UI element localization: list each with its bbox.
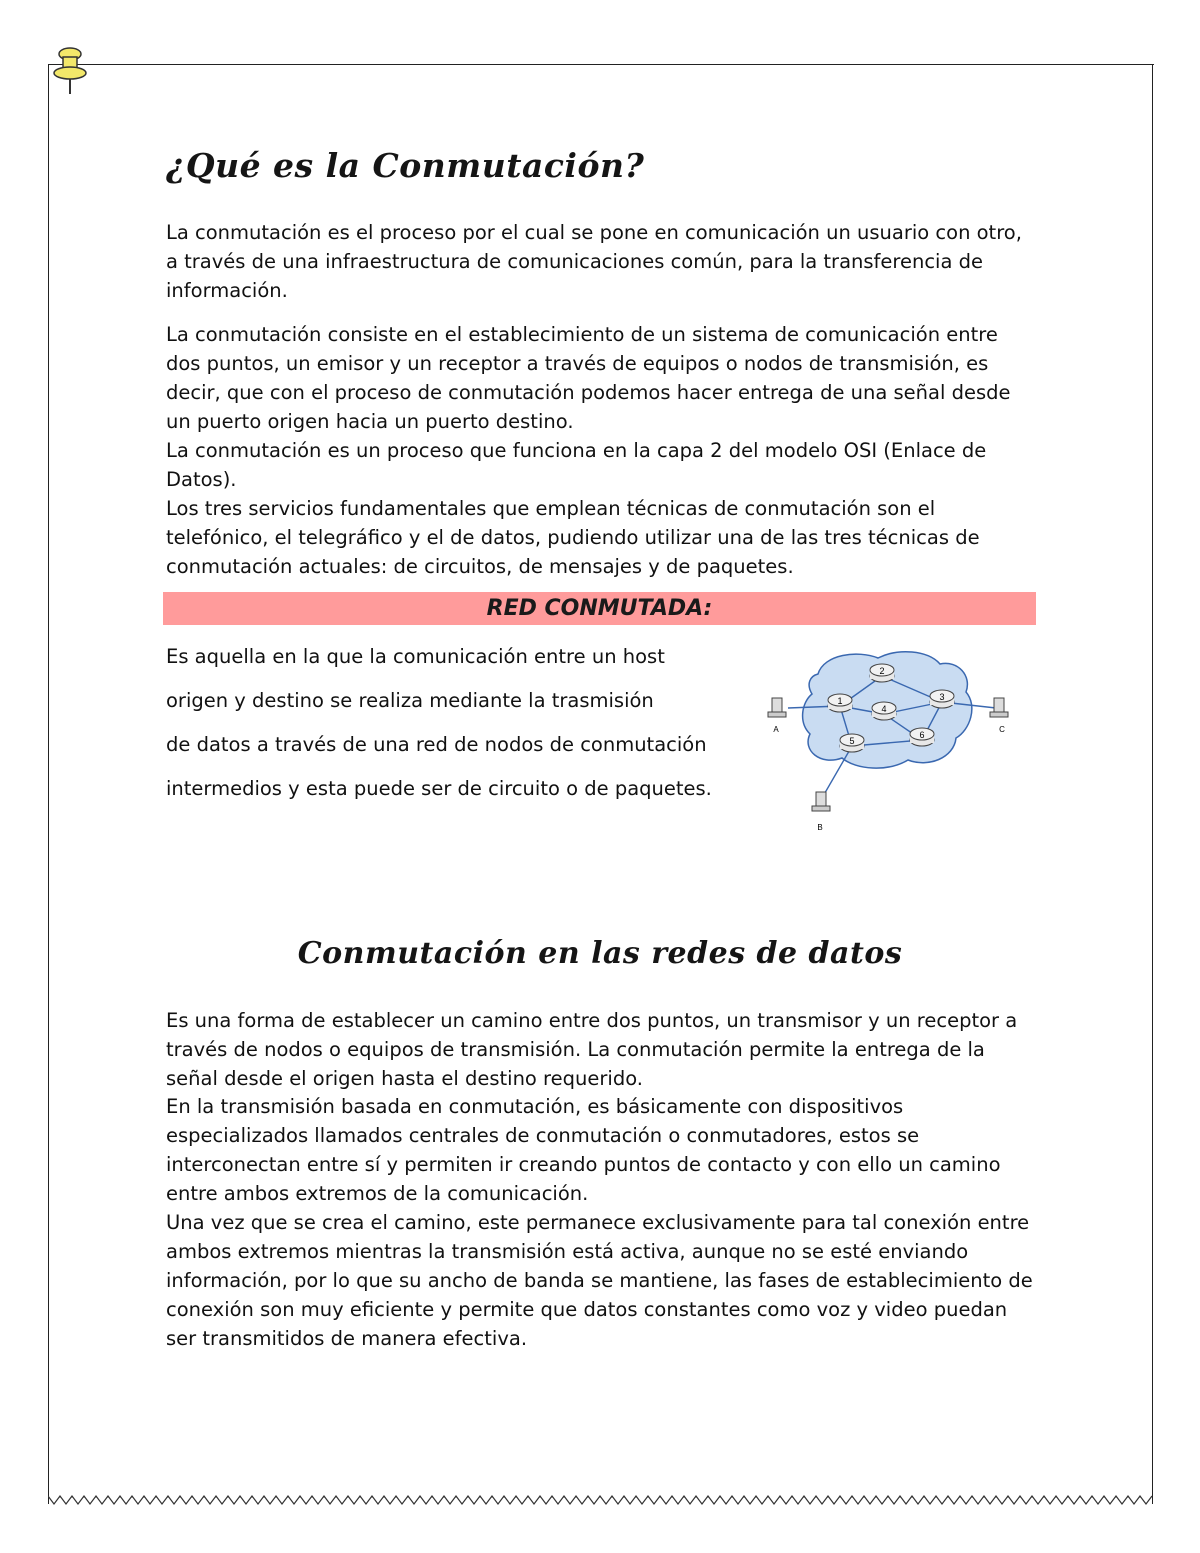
node-label: 2 xyxy=(879,666,885,676)
red-conmutada-line: intermedios y esta puede ser de circuito o de paquetes. xyxy=(166,777,712,800)
network-node xyxy=(840,734,864,752)
network-node xyxy=(910,728,934,746)
host-label: B xyxy=(817,823,823,832)
zigzag-border-bottom xyxy=(48,1492,1154,1508)
node-label: 4 xyxy=(881,704,887,714)
network-node xyxy=(872,702,896,720)
node-label: 5 xyxy=(849,736,855,746)
section-title-conmutacion: ¿Qué es la Conmutación? xyxy=(166,146,645,185)
network-node xyxy=(930,690,954,708)
paragraph-transmision: En la transmisión basada en conmutación, es básicamente con dispositivos especializados llamados centrales de conmutación o conmutadores, estos se interconectan entre sí y permiten ir creando puntos de contacto y con ello un camino entre ambos extremos de la comunicación. xyxy=(166,1095,1001,1205)
node-label: 1 xyxy=(837,696,843,706)
host-computer-icon xyxy=(812,792,830,832)
paragraph-conexion: Una vez que se crea el camino, este permanece exclusivamente para tal conexión entre ambos extremos mientras la transmisión está activa, aunque no se esté enviando información, por lo que su ancho de banda se mantiene, las fases de establecimiento de conexión son muy eficiente y permite que datos constantes como voz y video puedan ser transmitidos de manera efectiva. xyxy=(166,1211,1033,1350)
paragraph-establecimiento: La conmutación consiste en el establecimiento de un sistema de comunicación entre dos puntos, un emisor y un receptor a través de equipos o nodos de transmisión, es decir, que con el proceso de conmutación podemos hacer entrega de una señal desde un puerto origen hacia un puerto destino. xyxy=(166,323,1011,433)
pushpin-icon xyxy=(50,44,90,96)
switched-network-diagram xyxy=(758,646,1018,838)
paragraph-servicios: Los tres servicios fundamentales que emplean técnicas de conmutación son el telefónico, el telegráfico y el de datos, pudiendo utilizar una de las tres técnicas de conmutación actuales: de circuitos, de mensajes y de paquetes. xyxy=(166,497,980,578)
paragraph-definition: La conmutación es el proceso por el cual se pone en comunicación un usuario con otro, a través de una infraestructura de comunicaciones común, para la transferencia de información. xyxy=(166,221,1022,302)
network-node xyxy=(828,694,852,712)
red-conmutada-line: Es aquella en la que la comunicación entre un host xyxy=(166,645,665,668)
paragraph-camino: Es una forma de establecer un camino entre dos puntos, un transmisor y un receptor a través de nodos o equipos de transmisión. La conmutación permite la entrega de la señal desde el origen hasta el destino requerido. xyxy=(166,1009,1018,1090)
page-border-right xyxy=(1152,64,1153,1504)
red-conmutada-line: de datos a través de una red de nodos de conmutación xyxy=(166,733,707,756)
page-border-top xyxy=(48,64,1154,65)
page-border-left xyxy=(48,64,49,1504)
node-label: 3 xyxy=(939,692,945,702)
host-computer-icon xyxy=(768,698,786,734)
red-conmutada-heading: RED CONMUTADA: xyxy=(163,592,1036,625)
host-label: A xyxy=(773,725,779,734)
node-label: 6 xyxy=(919,730,925,740)
host-label: C xyxy=(999,725,1005,734)
red-conmutada-line: origen y destino se realiza mediante la trasmisión xyxy=(166,689,654,712)
paragraph-capa-osi: La conmutación es un proceso que funciona en la capa 2 del modelo OSI (Enlace de Datos). xyxy=(166,439,987,491)
host-computer-icon xyxy=(990,698,1008,734)
section-title-redes-datos: Conmutación en las redes de datos xyxy=(297,936,903,971)
network-node xyxy=(870,664,894,682)
